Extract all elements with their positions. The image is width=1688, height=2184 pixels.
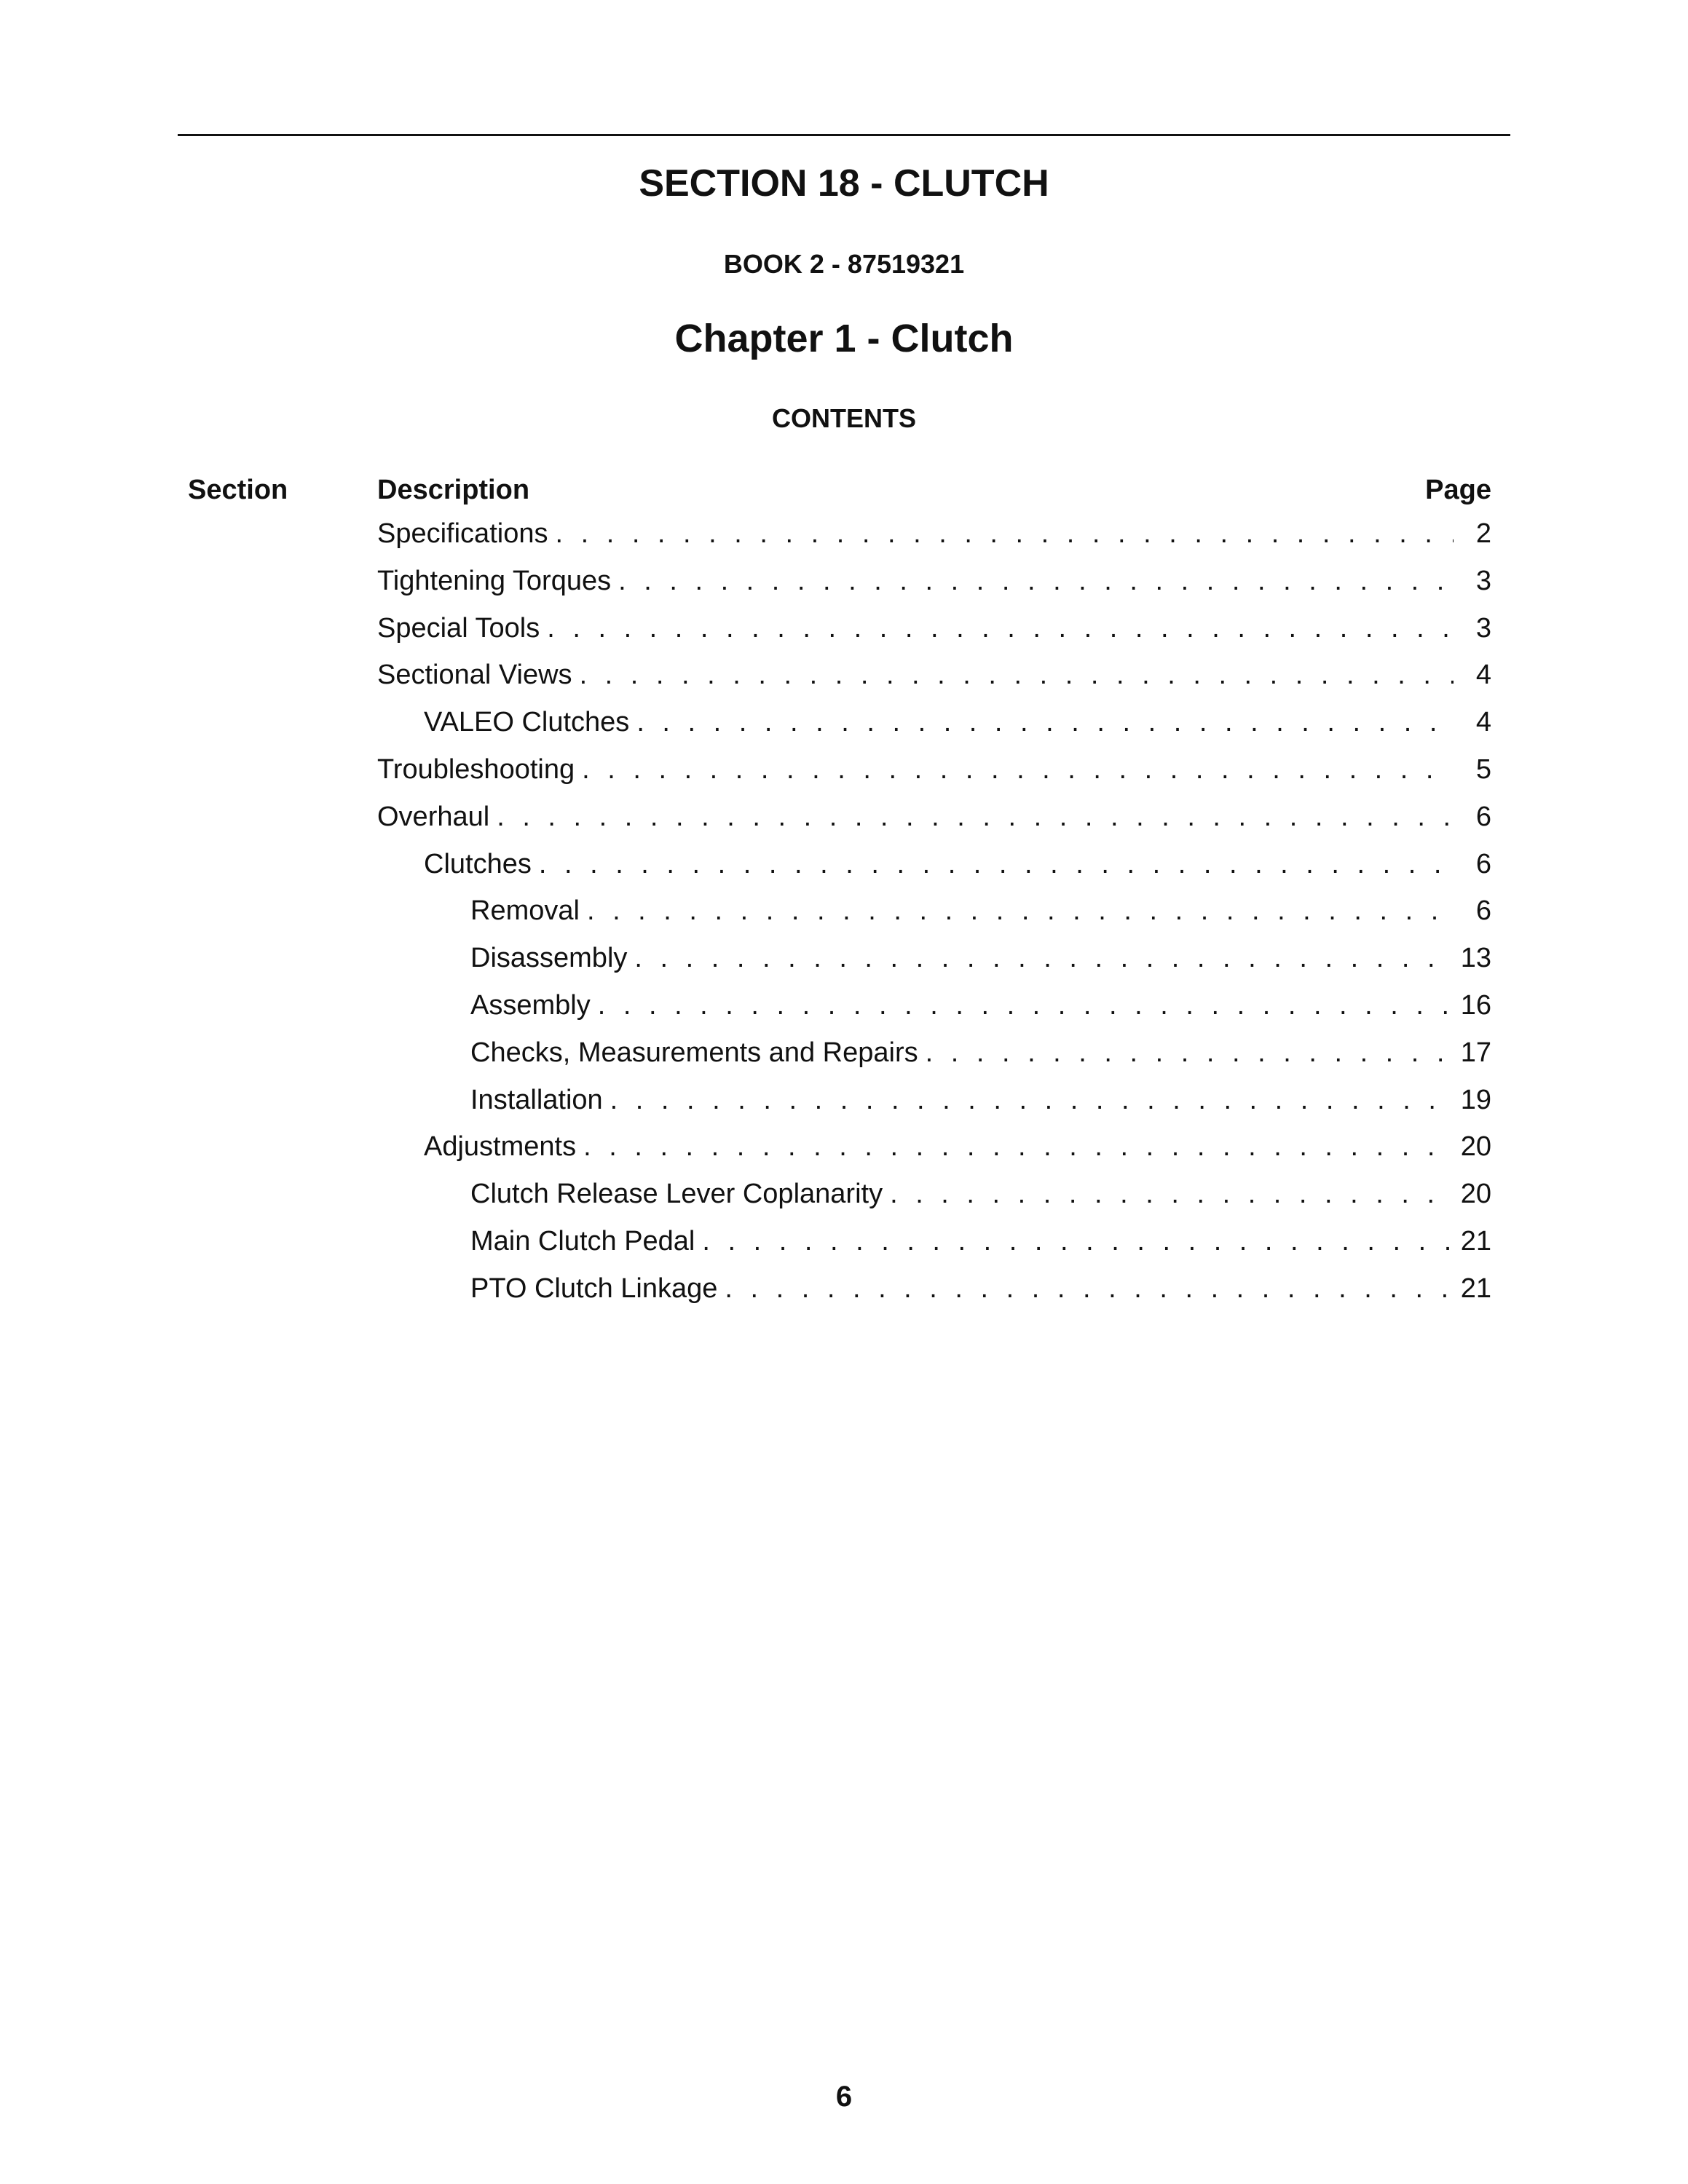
toc-entry-page: 21 (1460, 1273, 1491, 1304)
dot-leader (634, 943, 1454, 974)
toc-entry-overhaul[interactable] (377, 802, 1491, 849)
toc-entry-label: Clutches (424, 848, 532, 879)
toc-entry-page: 3 (1475, 565, 1491, 596)
toc-entry-page: 6 (1475, 801, 1491, 832)
dot-leader (547, 613, 1454, 644)
toc-entry-label: Installation (470, 1084, 603, 1115)
toc-entry-page: 5 (1475, 753, 1491, 785)
dot-leader (598, 990, 1454, 1021)
toc-entry-label: Overhaul (377, 801, 490, 832)
dot-leader (610, 1085, 1454, 1116)
dot-leader (539, 849, 1454, 880)
toc-entry-page: 17 (1460, 1037, 1491, 1068)
dot-leader (702, 1226, 1454, 1257)
dot-leader (587, 895, 1454, 927)
toc-entry-page: 3 (1475, 612, 1491, 644)
toc-entry-label: Specifications (377, 518, 548, 549)
toc-entry-page: 19 (1460, 1084, 1491, 1115)
toc-entry-label: Checks, Measurements and Repairs (470, 1037, 918, 1068)
toc-entry-label: Sectional Views (377, 660, 572, 691)
dot-leader (582, 754, 1454, 786)
dot-leader (725, 1273, 1454, 1305)
toc-entry-label: VALEO Clutches (424, 707, 630, 738)
column-header-page: Page (1425, 475, 1491, 505)
toc-entry-special-tools[interactable] (377, 613, 1491, 660)
toc-entry-tightening-torques[interactable] (377, 566, 1491, 613)
toc-entry-clutches[interactable] (377, 849, 1491, 896)
dot-leader (618, 566, 1454, 597)
toc-entry-page: 21 (1460, 1225, 1491, 1257)
dot-leader (583, 1131, 1454, 1163)
toc-entry-label: PTO Clutch Linkage (470, 1273, 718, 1304)
toc-entry-label: Main Clutch Pedal (470, 1225, 695, 1257)
dot-leader (580, 660, 1454, 691)
toc-entry-main-clutch-pedal[interactable] (377, 1226, 1491, 1273)
toc-entry-label: Assembly (470, 989, 591, 1021)
chapter-title: Chapter 1 - Clutch (674, 317, 1014, 360)
toc-entry-disassembly[interactable] (377, 943, 1491, 990)
toc-entry-assembly[interactable] (377, 990, 1491, 1037)
toc-entry-label: Clutch Release Lever Coplanarity (470, 1179, 883, 1210)
toc-entry-page: 20 (1460, 1131, 1491, 1163)
column-header-section: Section (188, 475, 288, 505)
toc-entry-page: 20 (1460, 1179, 1491, 1210)
toc-entry-clutch-release-lever-coplanarity[interactable] (377, 1179, 1491, 1226)
toc-entry-page: 2 (1475, 518, 1491, 549)
dot-leader (926, 1037, 1454, 1069)
toc-entry-page: 6 (1475, 848, 1491, 879)
dot-leader (497, 802, 1454, 833)
toc-entry-specifications[interactable] (377, 518, 1491, 566)
toc-entry-pto-clutch-linkage[interactable] (377, 1273, 1491, 1321)
dot-leader (636, 707, 1454, 738)
toc-entry-page: 6 (1475, 895, 1491, 927)
toc-entry-label: Troubleshooting (377, 753, 575, 785)
toc-entry-label: Tightening Torques (377, 565, 612, 596)
book-number: BOOK 2 - 87519321 (723, 249, 965, 279)
page-number: 6 (835, 2081, 853, 2113)
contents-heading: CONTENTS (772, 403, 916, 433)
toc-entry-troubleshooting[interactable] (377, 754, 1491, 802)
toc-entry-removal[interactable] (377, 895, 1491, 943)
toc-entry-label: Special Tools (377, 612, 540, 644)
toc-entry-checks-measurements-repairs[interactable] (377, 1037, 1491, 1085)
toc-entry-adjustments[interactable] (377, 1131, 1491, 1179)
toc-entry-label: Removal (470, 895, 580, 927)
toc-entry-installation[interactable] (377, 1085, 1491, 1132)
table-of-contents (377, 518, 1491, 1321)
column-header-description: Description (377, 475, 530, 505)
dot-leader (890, 1179, 1454, 1210)
section-title: SECTION 18 - CLUTCH (639, 162, 1049, 205)
dot-leader (555, 518, 1454, 550)
toc-entry-page: 16 (1460, 989, 1491, 1021)
toc-entry-label: Adjustments (424, 1131, 577, 1163)
toc-entry-page: 4 (1475, 660, 1491, 691)
top-divider (178, 134, 1510, 136)
toc-entry-sectional-views[interactable] (377, 660, 1491, 707)
toc-entry-page: 4 (1475, 707, 1491, 738)
toc-entry-valeo-clutches[interactable] (377, 707, 1491, 754)
toc-entry-label: Disassembly (470, 943, 628, 974)
toc-entry-page: 13 (1460, 943, 1491, 974)
